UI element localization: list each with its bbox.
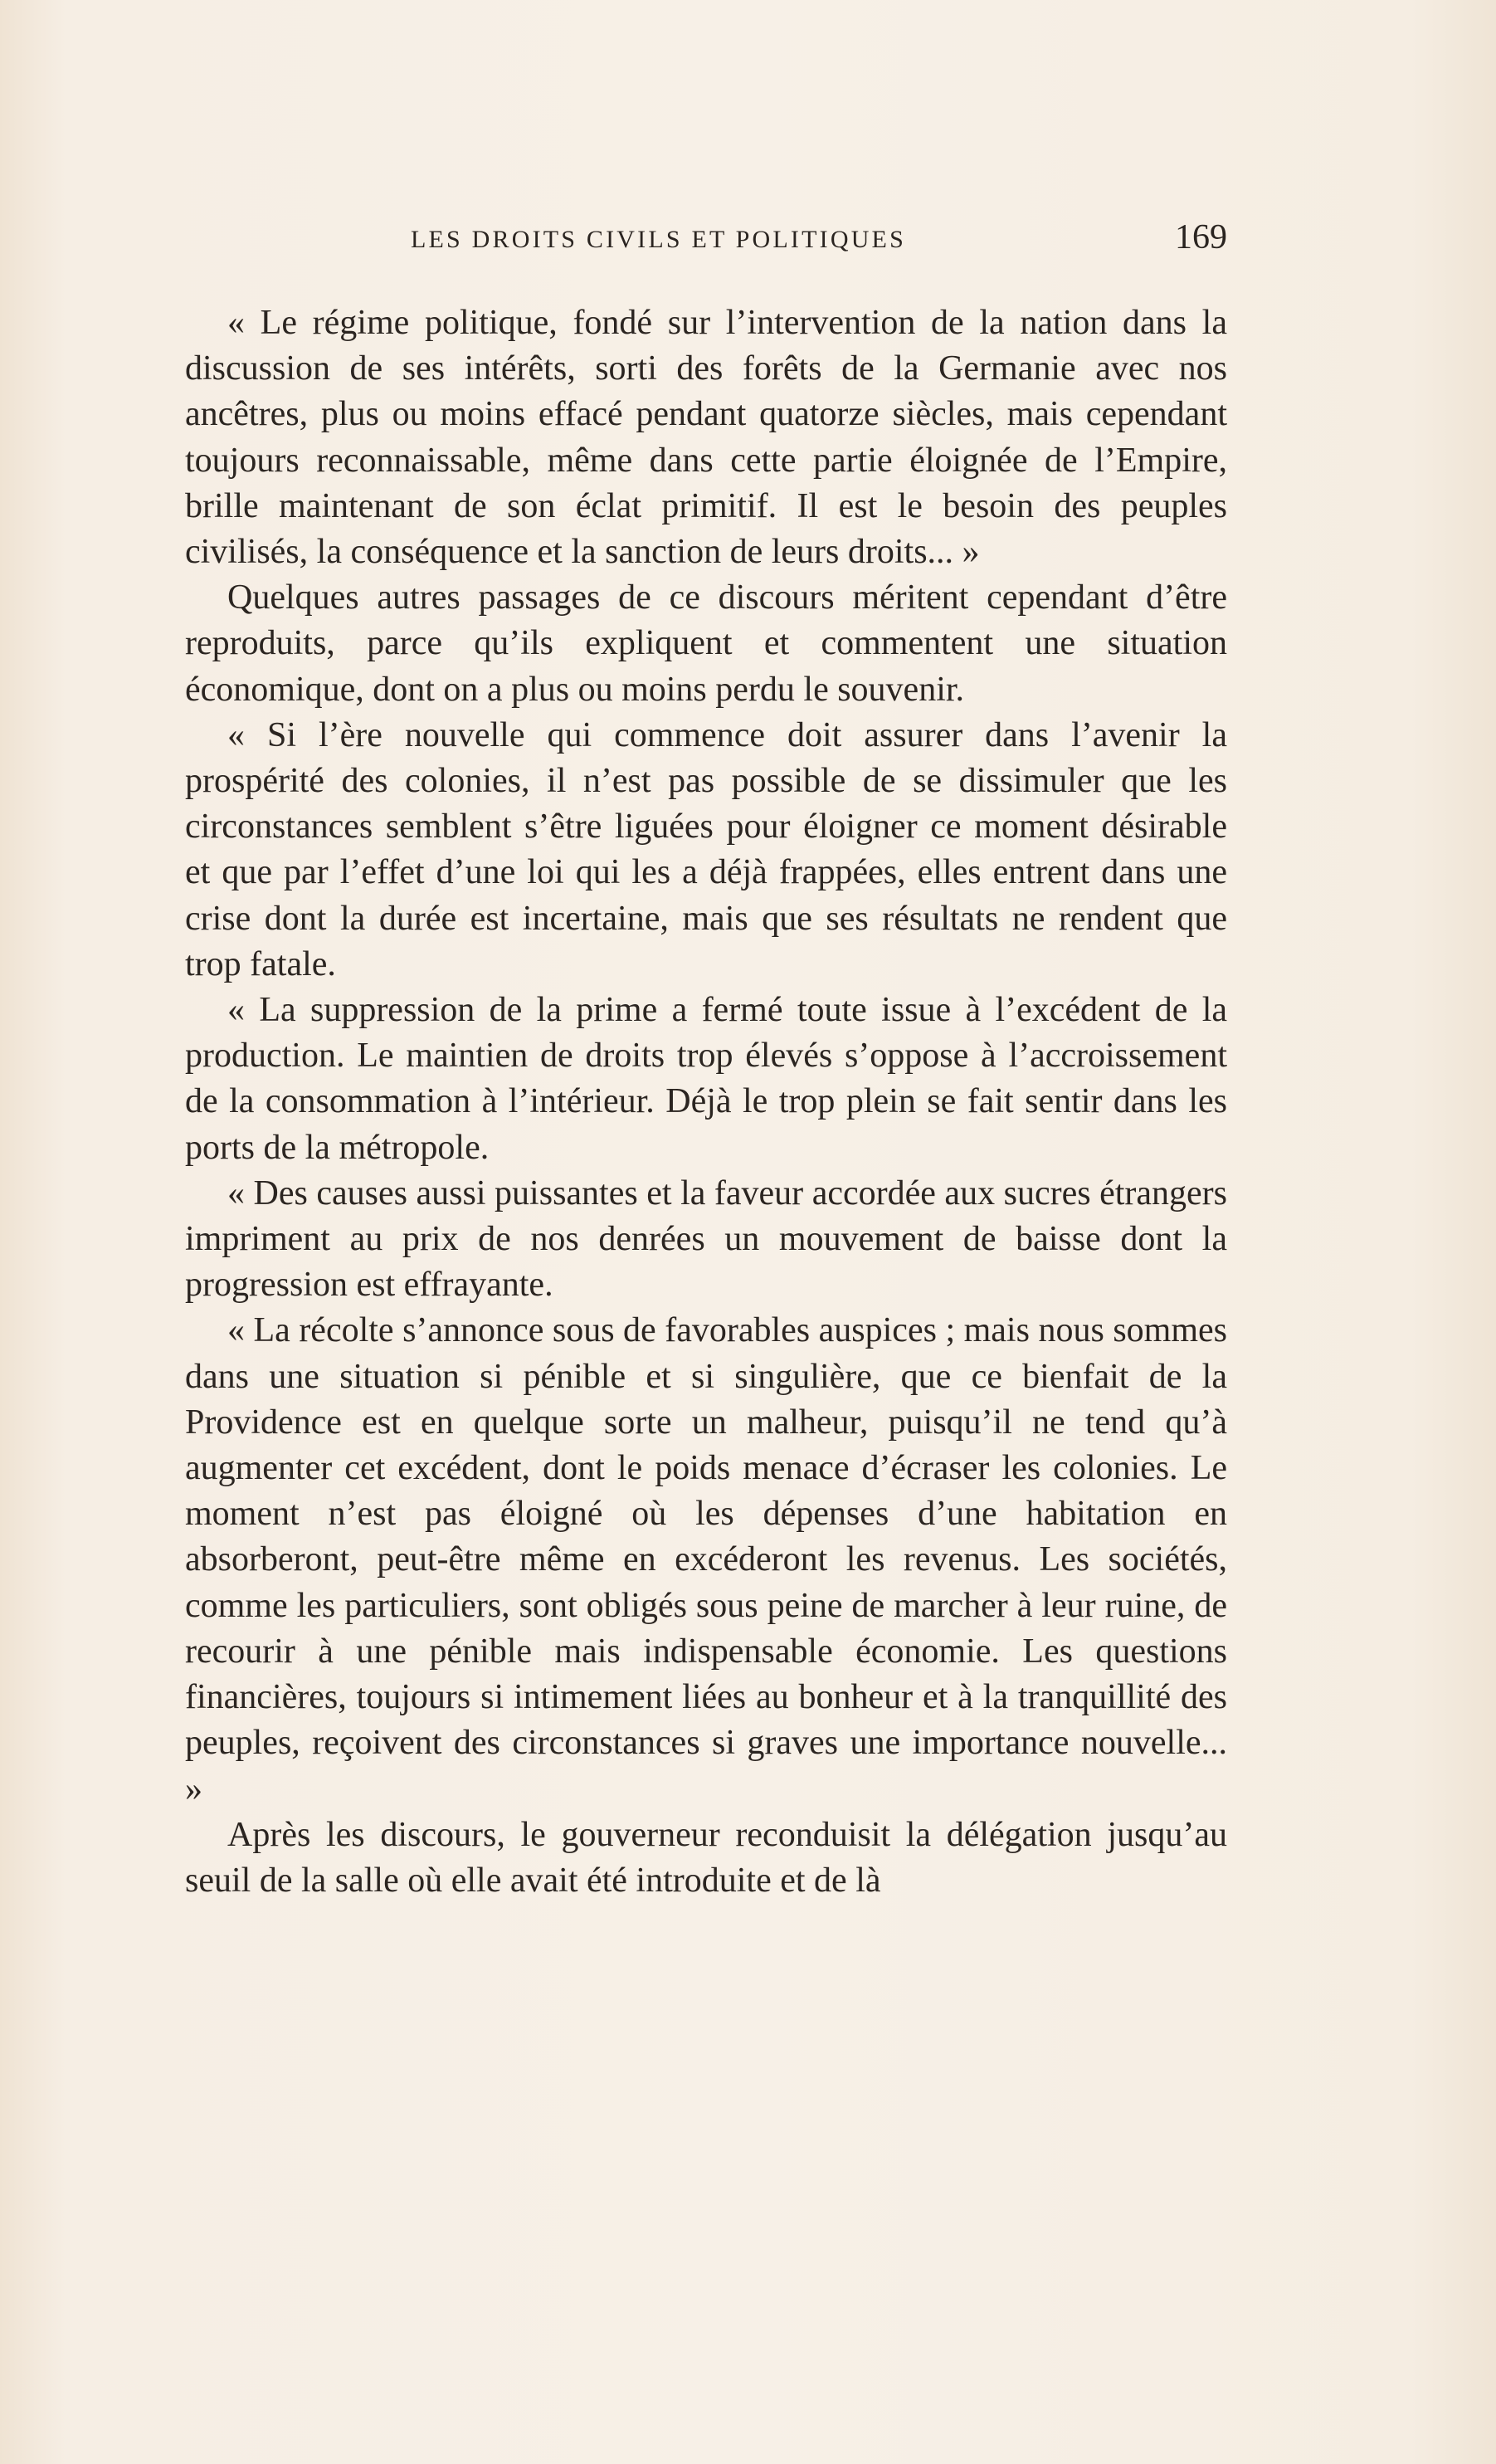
running-head: LES DROITS CIVILS ET POLITIQUES xyxy=(411,226,906,253)
paragraph: Après les discours, le gouverneur reconduisit la délégation jusqu’au seuil de la salle où elle avait été introduite et de là xyxy=(185,1815,1227,1900)
paragraph: « Des causes aussi puissantes et la faveur accordée aux sucres étrangers impriment au prix de nos denrées un mouvement de baisse dont la progression est effrayante. xyxy=(185,1173,1227,1305)
body-text xyxy=(185,300,1227,1904)
paragraph: « Si l’ère nouvelle qui commence doit assurer dans l’avenir la prospérité des colonies, il n’est pas possible de se dissimuler que les circonstances semblent s’être liguées pour éloigner ce moment désirable et que par l’effet d’une loi qui les a déjà frappées, elles entrent dans une crise dont la durée est incertaine, mais que ses résultats ne rendent que trop fatale. xyxy=(185,715,1227,983)
paragraph: « La récolte s’annonce sous de favorables auspices ; mais nous sommes dans une situation si pénible et si singulière, que ce bienfait de la Providence est en quelque sorte un malheur, puisqu’il ne tend qu’à augmenter cet excédent, dont le poids menace d’écraser les colonies. Le moment n’est pas éloigné où les dépenses d’une habitation en absorberont, peut-être même en excéderont les revenus. Les sociétés, comme les particuliers, sont obligés sous peine de marcher à leur ruine, de recourir à une pénible mais indispensable économie. Les questions financières, toujours si intimement liées au bonheur et à la tranquillité des peuples, reçoivent des circonstances si graves une importance nouvelle... » xyxy=(185,1311,1227,1808)
paragraph: « La suppression de la prime a fermé toute issue à l’excédent de la production. Le maintien de droits trop élevés s’oppose à l’accroissement de la consommation à l’intérieur. Déjà le trop plein se fait sentir dans les ports de la métropole. xyxy=(185,991,1227,1167)
paragraph: « Le régime politique, fondé sur l’intervention de la nation dans la discussion de ses intérêts, sorti des forêts de la Germanie avec nos ancêtres, plus ou moins effacé pendant quatorze siècles, mais cependant toujours reconnaissable, même dans cette partie éloignée de l’Empire, brille maintenant de son éclat primitif. Il est le besoin des peuples civilisés, la conséquence et la sanction de leurs droits... » xyxy=(185,304,1227,572)
page-number: 169 xyxy=(1175,218,1227,256)
page-header xyxy=(411,218,1227,272)
paragraph: Quelques autres passages de ce discours méritent cependant d’être reproduits, parce qu’ils expliquent et commentent une situation économique, dont on a plus ou moins perdu le souvenir. xyxy=(185,578,1227,709)
